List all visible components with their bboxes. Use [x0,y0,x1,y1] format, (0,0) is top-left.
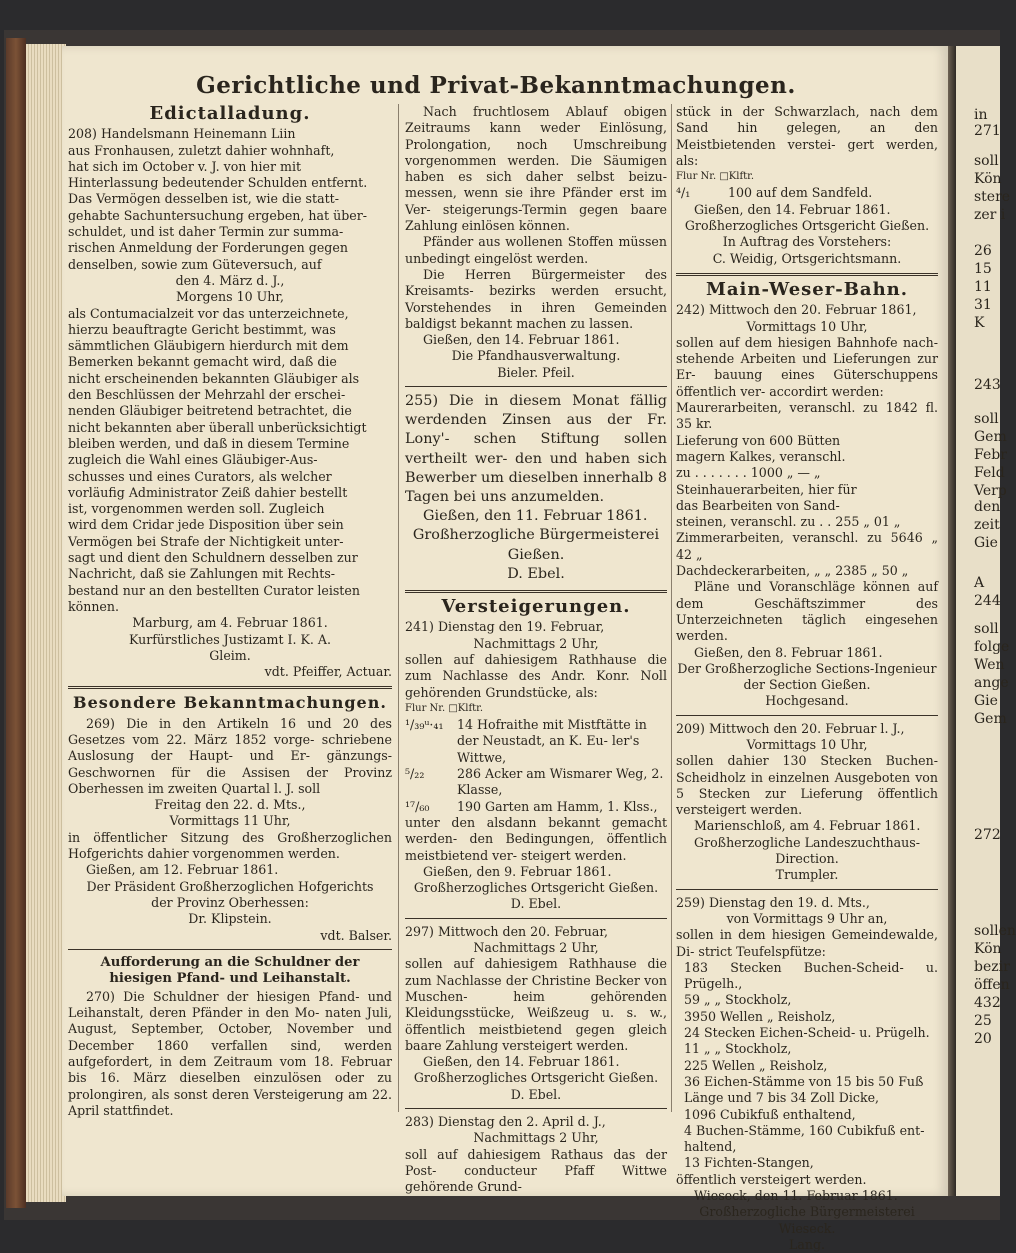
edict-line: aus Fronhausen, zuletzt dahier wohnhaft, [68,142,335,158]
edict-line: schuldet, und ist daher Termin zur summa- [68,224,344,240]
edict-line: Morgens 10 Uhr, [176,289,284,305]
wood-lot: 183 Stecken Buchen-Scheid- u. Prügelh., [684,959,938,992]
edict-line: bleiben werden, und daß in diesem Termine [68,435,350,451]
adjacent-page-text: Wen [974,657,1005,673]
a209-line2: Vormittags 10 Uhr, [746,736,868,752]
adjacent-page-text: 244 [974,593,1001,609]
work-item: zu . . . . . . . 1000 „ — „ [676,465,821,481]
edict-line: sämmtlichen Gläubigern hierdurch mit dem [68,338,349,354]
a259-items [676,960,938,1172]
wood-lot: 11 „ „ Stockholz, [684,1041,792,1057]
a209-text: sollen dahier 130 Stecken Buchen-Scheidholz in einzelnen Ausgeboten von 5 Stecken zur Lieferung öffentlich versteigert werden. [676,753,938,818]
a241-table-header: Flur Nr. □Klftr. [405,702,484,714]
section-divider [405,590,667,593]
adjacent-page-text: 26 [974,243,992,259]
b242-sig3: Hochgesand. [765,693,849,709]
edict-vdt: vdt. Pfeiffer, Actuar. [264,664,392,680]
wood-lot: 24 Stecken Eichen-Scheid- u. Prügelh. [684,1025,930,1041]
special-text2: in öffentlicher Sitzung des Großherzoglichen Hofgerichts dahier vorgenommen werden. [68,829,392,862]
page-gutter [948,46,956,1196]
a297-sig1: Großherzogliches Ortsgericht Gießen. [413,1070,659,1086]
edict-body [68,126,392,615]
a283-cont-text: stück in der Schwarzlach, nach dem Sand hin gelegen, an den Meistbietenden verstei- gert werden, als: [676,104,938,168]
special-sig3: Dr. Klipstein. [188,911,272,927]
edict-line: können. [68,598,120,614]
a259-sig2: Lang. [788,1236,826,1252]
a297-text: sollen auf dahiesigem Rathhause die zum Nachlasse der Christine Becker von Muschen- heim gehörenden Kleidungsstücke, Weißzeug u. s. w., öffentlich meistbietend gegen gleich baare Zahlung versteigert werden. [405,956,667,1053]
adjacent-page-text: bezir [974,959,1010,975]
a283-item [676,185,938,201]
a283-line2: Nachmittags 2 Uhr, [473,1130,599,1146]
book-spine [6,38,26,1208]
a209-line1: 209) Mittwoch den 20. Februar l. J., [676,720,905,736]
adjacent-page-text: folge [974,639,1010,655]
b242-text2: Pläne und Voranschläge können auf dem Geschäftszimmer des Unterzeichneten täglich eingesehen werden. [676,579,938,644]
a283-place: Gießen, den 14. Februar 1861. [694,201,891,217]
work-item: magern Kalkes, veranschl. [676,448,846,464]
edict-line: nicht bekannten aber überall unberücksichtigt [68,419,367,435]
adjacent-page-text: ange [974,675,1009,691]
special-text: 269) Die in den Artikeln 16 und 20 des Gesetzes vom 22. März 1852 vorge- schriebene Auslosung der Haupt- und Er- gänzungs-Geschwornen für die Assisen der Provinz Oberhessen im zweiten Quartal l. J. soll [68,715,392,796]
a297-line2: Nachmittags 2 Uhr, [473,940,599,956]
edict-line: den 4. März d. J., [175,272,285,288]
a259-sig1: Großherzogliche Bürgermeisterei Wieseck. [699,1204,915,1236]
adjacent-page-text: stere [974,189,1011,205]
a283-sig1: Großherzogliches Ortsgericht Gießen. [684,218,930,234]
pfand-cont-place: Gießen, den 14. Februar 1861. [423,332,620,348]
edict-line: bestand nur an den bestellten Curator leisten [68,582,360,598]
special-title: Besondere Bekanntmachungen. [73,693,387,713]
edict-line: hierzu beauftragte Gericht bestimmt, was [68,321,336,337]
edict-line: den Beschlüssen der Mehrzahl der erschei- [68,387,346,403]
auction-title: Versteigerungen. [441,596,631,618]
adjacent-page-text: Verp [974,483,1007,499]
adjacent-page-text: Febr [974,447,1007,463]
adjacent-page-text: 271 [974,123,1001,139]
section-divider [405,1108,667,1109]
work-item: das Bearbeiten von Sand- [676,497,840,513]
page-edges [26,44,66,1202]
pfand-cont-text: Nach fruchtlosem Ablauf obigen Zeitraums kann weder Einlösung, Prolongation, noch Umschreibung vorgenommen werden. Die Säumigen haben es sich daher selbst beizu- messen, wenn sie ihre Pfänder erst im Ver- steigerungs-Termin gegen baare Zahlung einlösen können. [405,104,667,234]
special-place: Gießen, am 12. Februar 1861. [86,862,279,878]
pfand-title: Aufforderung an die Schuldner der hiesigen Pfand- und Leihanstalt. [100,954,360,986]
wood-lot: 1096 Cubikfuß enthaltend, [684,1106,856,1122]
a283-line1: 283) Dienstag den 2. April d. J., [405,1113,606,1129]
edict-title: Edictalladung. [149,103,311,124]
a283-item-value: 100 auf dem Sandfeld. [728,185,873,201]
a241-text: sollen auf dahiesigem Rathhause die zum Nachlasse des Andr. Konr. Noll gehörenden Grundstücke, als: [405,651,667,700]
edict-name: Gleim. [209,647,251,663]
wood-lot: 59 „ „ Stockholz, [684,992,792,1008]
page-header: Gerichtliche und Privat-Bekanntmachungen. [196,72,796,99]
b242-sig2: der Section Gießen. [743,677,871,693]
lony-sig2: Gießen. [507,546,565,563]
adjacent-page-text: den [974,499,1001,515]
parcel-row [405,766,667,799]
adjacent-page-text: in [974,107,988,123]
edict-line: gehabte Sachuntersuchung ergeben, hat über- [68,207,367,223]
adjacent-page-text: 25 [974,1013,992,1029]
wood-lot: 13 Fichten-Stangen, [684,1155,814,1171]
adjacent-page-text: soll [974,621,999,637]
wood-lot: 4 Buchen-Stämme, 160 Cubikfuß ent- [684,1122,925,1138]
section-divider [405,918,667,919]
wood-lot: 3950 Wellen „ Reisholz, [684,1008,836,1024]
edict-place: Marburg, am 4. Februar 1861. [132,615,328,631]
b242-text: sollen auf dem hiesigen Bahnhofe nach- stehende Arbeiten und Lieferungen zur Er- bauung eines Güterschuppens öffentlich ver- accordirt werden: [676,334,938,399]
section-divider [676,715,938,716]
pfand-cont-text3: Die Herren Bürgermeister des Kreisamts- bezirks werden ersucht, Vorstehendes in ihren Gemeinden baldigst bekannt machen zu lassen. [405,266,667,331]
adjacent-page-text: öffen [974,977,1010,993]
a259-text: sollen in dem hiesigen Gemeindewalde, Di- strict Teufelspfütze: [676,927,938,959]
adjacent-page-text: Gie [974,693,998,709]
edict-line: 208) Handelsmann Heinemann Liin [68,126,296,142]
a209-sig2: Trumpler. [775,867,839,883]
section-divider [676,273,938,276]
special-vdt: vdt. Balser. [320,927,392,943]
adjacent-page-text: 272 [974,827,1001,843]
a241-line1: 241) Dienstag den 19. Februar, [405,619,605,635]
a297-place: Gießen, den 14. Februar 1861. [423,1054,620,1070]
a241-line2: Nachmittags 2 Uhr, [473,635,599,651]
section-divider [68,949,392,950]
a241-sig1: Großherzogliches Ortsgericht Gießen. [413,880,659,896]
edict-line: Bemerken bekannt gemacht wird, daß die [68,354,337,370]
adjacent-page-text: soll [974,411,999,427]
pfand-text: 270) Die Schuldner der hiesigen Pfand- und Leihanstalt, deren Pfänder in den Mo- naten Juli, August, September, October, November und December 1860 verfallen sind, werden aufgefordert, in dem Zeitraum vom 18. Februar bis 16. März dieselben einzulösen oder zu prolongiren, als sonst deren Versteigerung am 22. April stattfindet. [68,988,392,1118]
work-item: Maurerarbeiten, veranschl. zu 1842 fl. 35 kr. [676,400,938,432]
a259-place: Wieseck, den 11. Februar 1861. [694,1188,898,1203]
work-item: Zimmerarbeiten, veranschl. zu 5646 „ 42 „ [676,530,938,562]
wood-lot: Länge und 7 bis 34 Zoll Dicke, [684,1090,880,1106]
adjacent-page-text: Gie [974,535,998,551]
a297-line1: 297) Mittwoch den 20. Februar, [405,923,609,939]
parcel-row [405,717,667,766]
adjacent-page-text: sollen [974,923,1016,939]
bahn-title: Main-Weser-Bahn. [705,278,909,300]
lony-place: Gießen, den 11. Februar 1861. [423,508,648,525]
b242-place: Gießen, den 8. Februar 1861. [694,644,883,660]
section-divider [68,686,392,689]
section-divider [676,889,938,890]
parcel-number: ⁵/₂₂ [405,766,425,782]
b242-line1: 242) Mittwoch den 20. Februar 1861, [676,302,917,318]
parcel-number: ¹/₃₉ᵘ·₄₁ [405,717,444,733]
section-divider [405,386,667,387]
adjacent-page-text: 243 [974,377,1001,393]
edict-line: wird dem Cridar jede Disposition über sein [68,517,344,533]
wood-lot: 225 Wellen „ Reisholz, [684,1057,828,1073]
a209-place: Marienschloß, am 4. Februar 1861. [694,818,921,834]
adjacent-page-text: K [974,315,985,331]
edict-line: zugleich die Wahl eines Gläubiger-Aus- [68,452,318,468]
pfand-cont-sig1: Die Pfandhausverwaltung. [451,348,621,364]
adjacent-page-text: 31 [974,297,992,313]
adjacent-page-text: Kön [974,171,1002,187]
edict-line: als Contumacialzeit vor das unterzeichnete, [68,305,349,321]
edict-line: Nachricht, daß sie Zahlungen mit Rechts- [68,566,336,582]
adjacent-page-text: 20 [974,1031,992,1047]
edict-line: nicht erscheinenden bekannten Gläubiger als [68,370,360,386]
a241-items [405,717,667,815]
special-sig2: der Provinz Oberhessen: [151,894,309,910]
work-item: Lieferung von 600 Bütten [676,432,841,448]
a283-text: soll auf dahiesigem Rathaus das der Post- conducteur Pfaff Wittwe gehörende Grund- [405,1146,667,1195]
column-divider [398,104,399,1112]
a209-sig1: Großherzogliche Landeszuchthaus-Direction. [694,834,920,867]
a259-line2: von Vormittags 9 Uhr an, [726,910,888,926]
lony-text: 255) Die in diesem Monat fällig werdenden Zinsen aus der Fr. Lony'- schen Stiftung sollen vertheilt wer- den und haben sich Bewerber um dieselben innerhalb 8 Tagen bei uns anzumelden. [405,393,667,506]
edict-line: vorläufig Administrator Zeiß dahier bestellt [68,484,348,500]
work-item: Dachdeckerarbeiten, „ „ 2385 „ 50 „ [676,563,909,579]
edict-line: ist, vorgenommen werden soll. Zugleich [68,501,325,517]
edict-line: Hinterlassung bedeutender Schulden entfernt. [68,175,368,191]
column-1 [68,104,392,1119]
b242-items [676,400,938,579]
edict-line: schusses und eines Curators, als welcher [68,468,332,484]
column-2 [405,104,667,1195]
work-item: steinen, veranschl. zu . . 255 „ 01 „ [676,514,901,530]
parcel-description: 14 Hofraithe mit Mistftätte in der Neustadt, an K. Eu- ler's Wittwe, [457,717,647,765]
lony-sig3: D. Ebel. [507,565,565,582]
work-item: Steinhauerarbeiten, hier für [676,481,857,497]
a241-place: Gießen, den 9. Februar 1861. [423,863,612,879]
a283-sig2: In Auftrag des Vorstehers: [722,234,892,250]
column-3 [676,104,938,1253]
parcel-description: 190 Garten am Hamm, 1. Klss., [457,798,658,814]
edict-line: Das Vermögen desselben ist, wie die statt- [68,191,339,207]
a241-sig2: D. Ebel. [510,896,562,912]
adjacent-page-text: Feld [974,465,1005,481]
edict-line: hat sich im October v. J. von hier mit [68,158,302,174]
a283-item-key: ⁴/₁ [676,185,691,201]
adjacent-page-text: Gem [974,711,1007,727]
wood-lot: haltend, [684,1139,737,1155]
column-divider [671,104,672,1112]
a259-line1: 259) Dienstag den 19. d. Mts., [676,894,870,910]
parcel-row [405,799,667,815]
adjacent-page-text: zer i [974,207,1006,223]
adjacent-page-text: Gem [974,429,1007,445]
a283-sig3: C. Weidig, Ortsgerichtsmann. [712,250,902,266]
adjacent-page-text: 15 [974,261,992,277]
a297-sig2: D. Ebel. [510,1086,562,1102]
b242-line2: Vormittags 10 Uhr, [746,318,868,334]
adjacent-page-text: zeit [974,517,1000,533]
a241-text2: unter den alsdann bekannt gemacht werden- den Bedingungen, öffentlich meistbietend ver- steigert werden. [405,814,667,863]
edict-line: Vermögen bei Strafe der Nichtigkeit unter- [68,533,344,549]
special-date: Freitag den 22. d. Mts., [154,797,306,813]
edict-line: denselben, sowie zum Güteversuch, auf [68,256,322,272]
edict-court: Kurfürstliches Justizamt I. K. A. [128,631,332,647]
edict-line: nenden Gläubiger beitretend betrachtet, die [68,403,352,419]
adjacent-page-text: Kön [974,941,1002,957]
a259-text2: öffentlich versteigert werden. [676,1171,867,1187]
parcel-description: 286 Acker am Wismarer Weg, 2. Klasse, [457,766,664,798]
parcel-number: ¹⁷/₆₀ [405,798,430,814]
adjacent-page-text: A [974,575,985,591]
special-sig1: Der Präsident Großherzoglichen Hofgerichts [86,878,374,894]
adjacent-page-text: 432 [974,995,1001,1011]
adjacent-page-text: soll [974,153,999,169]
a283-table-header: Flur Nr. □Klftr. [676,171,755,183]
wood-lot: 36 Eichen-Stämme von 15 bis 50 Fuß [684,1073,924,1089]
b242-sig1: Der Großherzogliche Sections-Ingenieur [677,660,937,676]
edict-line: sagt und dient den Schuldnern desselben zur [68,550,358,566]
special-time: Vormittags 11 Uhr, [169,813,291,829]
pfand-cont-sig2: Bieler. Pfeil. [497,364,575,380]
pfand-cont-text2: Pfänder aus wollenen Stoffen müssen unbedingt eingelöst werden. [405,234,667,266]
adjacent-page-fragment [956,46,1016,1196]
lony-sig1: Großherzogliche Bürgermeisterei [412,527,660,544]
edict-line: rischen Anmeldung der Forderungen gegen [68,240,348,256]
adjacent-page-text: 11 [974,279,992,295]
